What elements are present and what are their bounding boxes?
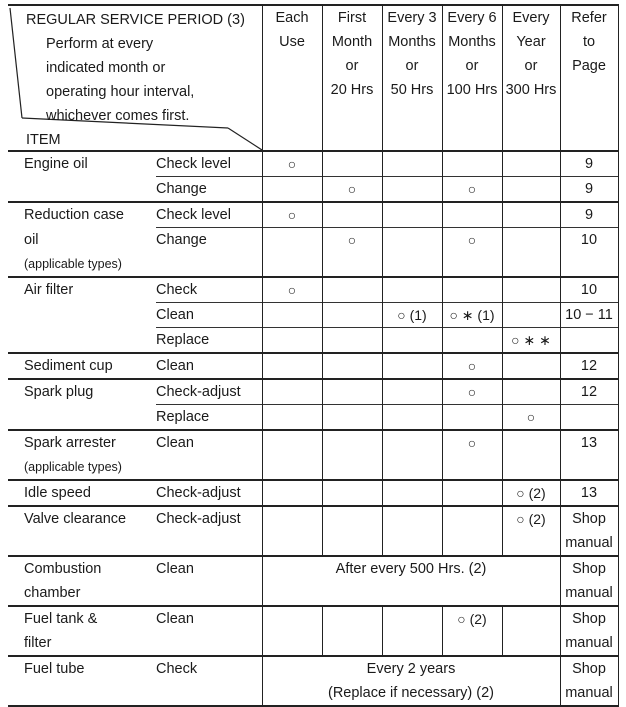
operation-cell: Clean xyxy=(156,302,262,327)
page-cell: 9 xyxy=(560,177,618,203)
interval-cell xyxy=(262,379,322,405)
interval-cell: ○ xyxy=(262,202,322,228)
interval-cell xyxy=(322,327,382,353)
interval-cell xyxy=(262,480,322,506)
operation-cell xyxy=(156,531,262,556)
item-cell xyxy=(8,327,156,353)
interval-cell xyxy=(262,228,322,277)
page-cell: manual xyxy=(560,531,618,556)
interval-cell xyxy=(382,531,442,556)
page-cell xyxy=(560,404,618,430)
interval-cell: ○ xyxy=(442,353,502,379)
interval-cell xyxy=(502,430,560,480)
item-cell: Engine oil xyxy=(8,151,156,177)
interval-cell: ○ xyxy=(262,151,322,177)
interval-cell xyxy=(262,353,322,379)
interval-cell xyxy=(262,606,322,631)
item-cell: Idle speed xyxy=(8,480,156,506)
table-row xyxy=(8,228,618,252)
operation-cell: Check level xyxy=(156,202,262,228)
page-cell: Shop xyxy=(560,656,618,681)
item-cell xyxy=(8,302,156,327)
operation-cell: Check-adjust xyxy=(156,480,262,506)
item-cell: Combustion xyxy=(8,556,156,581)
period-line: Perform at every xyxy=(46,36,154,52)
table-row xyxy=(8,606,618,631)
interval-cell xyxy=(442,531,502,556)
interval-cell xyxy=(382,277,442,303)
interval-cell xyxy=(442,480,502,506)
interval-cell xyxy=(382,631,442,656)
interval-cell xyxy=(322,353,382,379)
table-row xyxy=(8,681,618,706)
interval-cell xyxy=(382,606,442,631)
operation-cell xyxy=(156,631,262,656)
interval-cell xyxy=(322,379,382,405)
item-cell xyxy=(8,177,156,203)
interval-cell xyxy=(262,531,322,556)
interval-cell xyxy=(322,480,382,506)
item-cell xyxy=(8,531,156,556)
interval-cell xyxy=(502,151,560,177)
interval-cell xyxy=(322,404,382,430)
interval-cell xyxy=(262,177,322,203)
item-cell: filter xyxy=(24,634,52,651)
item-note-cell: (applicable types) xyxy=(24,459,122,474)
table-row xyxy=(8,656,618,681)
operation-cell: Clean xyxy=(156,606,262,631)
table-row xyxy=(8,430,618,455)
operation-cell: Check xyxy=(156,277,262,303)
page-cell: Shop xyxy=(560,506,618,531)
interval-span-cell: After every 500 Hrs. (2) xyxy=(262,556,560,606)
item-cell: Air filter xyxy=(8,277,156,303)
interval-cell: ○ ∗ ∗ xyxy=(502,327,560,353)
col-header-every-year: Every Year or 300 Hrs xyxy=(502,5,560,151)
interval-cell xyxy=(442,151,502,177)
interval-cell xyxy=(502,277,560,303)
interval-cell xyxy=(442,631,502,656)
interval-cell xyxy=(262,631,322,656)
page-cell: Shop xyxy=(560,606,618,631)
table-row xyxy=(8,151,618,177)
item-cell: oil xyxy=(24,231,39,248)
col-header-refer-page: Refer to Page xyxy=(560,5,618,151)
table-row xyxy=(8,404,618,430)
table-row xyxy=(8,480,618,506)
table-row xyxy=(8,177,618,203)
operation-cell: Check xyxy=(156,656,262,681)
interval-cell xyxy=(382,480,442,506)
interval-cell: ○ xyxy=(322,177,382,203)
interval-cell xyxy=(382,404,442,430)
item-cell: chamber xyxy=(24,584,81,601)
table-row xyxy=(8,506,618,531)
table-row xyxy=(8,631,618,656)
interval-cell: ○ (1) xyxy=(382,302,442,327)
interval-cell xyxy=(502,379,560,405)
table-row xyxy=(8,379,618,405)
interval-cell xyxy=(502,353,560,379)
col-header-first-month: First Month or 20 Hrs xyxy=(322,5,382,151)
interval-cell xyxy=(502,177,560,203)
interval-cell: ○ xyxy=(502,404,560,430)
interval-cell xyxy=(382,506,442,531)
interval-cell xyxy=(382,202,442,228)
page-cell: Shop xyxy=(560,556,618,581)
page-cell: 10 − 11 xyxy=(560,302,618,327)
interval-cell: ○ xyxy=(442,177,502,203)
operation-cell: Check-adjust xyxy=(156,379,262,405)
maintenance-schedule-sheet xyxy=(8,4,618,701)
interval-cell xyxy=(442,202,502,228)
operation-cell: Replace xyxy=(156,404,262,430)
interval-cell xyxy=(262,404,322,430)
interval-cell xyxy=(382,327,442,353)
interval-cell xyxy=(502,228,560,277)
interval-cell xyxy=(322,631,382,656)
interval-cell xyxy=(382,430,442,480)
page-cell: 10 xyxy=(560,277,618,303)
table-row xyxy=(8,302,618,327)
item-cell xyxy=(8,681,156,706)
col-header-each-use: Each Use xyxy=(262,5,322,151)
page-cell: manual xyxy=(560,681,618,706)
interval-cell: ○ xyxy=(262,277,322,303)
table-row xyxy=(8,353,618,379)
page-cell: 12 xyxy=(560,379,618,405)
interval-cell xyxy=(322,277,382,303)
interval-cell: ○ (2) xyxy=(502,480,560,506)
period-header-cell xyxy=(8,5,262,151)
interval-cell xyxy=(502,202,560,228)
interval-cell xyxy=(322,302,382,327)
period-line: whichever comes first. xyxy=(46,108,190,124)
interval-cell xyxy=(322,506,382,531)
interval-cell xyxy=(262,506,322,531)
table-row xyxy=(8,556,618,581)
interval-cell xyxy=(322,151,382,177)
interval-cell: ○ xyxy=(442,430,502,480)
col-header-every-6-months: Every 6 Months or 100 Hrs xyxy=(442,5,502,151)
interval-cell: ○ xyxy=(442,228,502,277)
page-cell: 9 xyxy=(560,151,618,177)
period-line: operating hour interval, xyxy=(46,84,195,100)
interval-cell xyxy=(502,302,560,327)
interval-cell xyxy=(442,327,502,353)
interval-cell: ○ (2) xyxy=(442,606,502,631)
item-cell xyxy=(8,404,156,430)
interval-cell xyxy=(442,404,502,430)
interval-cell xyxy=(322,202,382,228)
item-cell: Valve clearance xyxy=(8,506,156,531)
item-cell: Fuel tube xyxy=(8,656,156,681)
interval-cell xyxy=(382,228,442,277)
item-cell: Sediment cup xyxy=(8,353,156,379)
item-cell: Reduction case xyxy=(8,202,156,228)
operation-cell: Clean xyxy=(156,556,262,581)
interval-cell xyxy=(442,277,502,303)
page-cell: 9 xyxy=(560,202,618,228)
interval-cell xyxy=(502,531,560,556)
interval-cell: ○ ∗ (1) xyxy=(442,302,502,327)
interval-cell xyxy=(322,606,382,631)
operation-cell: Clean xyxy=(156,353,262,379)
interval-cell xyxy=(322,430,382,480)
period-line: indicated month or xyxy=(46,60,166,76)
operation-cell: Check level xyxy=(156,151,262,177)
operation-cell: Change xyxy=(156,177,262,203)
item-cell: Fuel tank & xyxy=(8,606,156,631)
item-cell: Spark arrester xyxy=(8,430,156,455)
interval-cell xyxy=(442,506,502,531)
table-row xyxy=(8,277,618,303)
interval-cell xyxy=(382,353,442,379)
operation-cell: Change xyxy=(156,228,262,277)
interval-cell: ○ xyxy=(442,379,502,405)
operation-cell: Clean xyxy=(156,430,262,480)
page-cell: 12 xyxy=(560,353,618,379)
page-cell: 13 xyxy=(560,480,618,506)
operation-cell xyxy=(156,681,262,706)
interval-cell xyxy=(382,151,442,177)
operation-cell xyxy=(156,581,262,606)
table-row xyxy=(8,531,618,556)
interval-cell xyxy=(382,379,442,405)
table-row xyxy=(8,202,618,228)
table-row xyxy=(8,327,618,353)
period-title: REGULAR SERVICE PERIOD (3) xyxy=(26,12,245,28)
operation-cell: Replace xyxy=(156,327,262,353)
interval-cell xyxy=(502,631,560,656)
interval-cell xyxy=(262,430,322,480)
interval-cell xyxy=(382,177,442,203)
item-note-cell: (applicable types) xyxy=(24,256,122,271)
maintenance-schedule-table xyxy=(8,4,619,707)
page-cell: 10 xyxy=(560,228,618,277)
interval-cell: ○ xyxy=(322,228,382,277)
item-cell: Spark plug xyxy=(8,379,156,405)
interval-span-cell: (Replace if necessary) (2) xyxy=(262,681,560,706)
header-row xyxy=(8,5,618,151)
operation-cell: Check-adjust xyxy=(156,506,262,531)
interval-cell xyxy=(322,531,382,556)
interval-cell: ○ (2) xyxy=(502,506,560,531)
page-cell xyxy=(560,327,618,353)
interval-cell xyxy=(262,327,322,353)
col-header-every-3-months: Every 3 Months or 50 Hrs xyxy=(382,5,442,151)
page-cell: 13 xyxy=(560,430,618,480)
page-cell: manual xyxy=(560,631,618,656)
page-cell: manual xyxy=(560,581,618,606)
interval-span-cell: Every 2 years xyxy=(262,656,560,681)
interval-cell xyxy=(262,302,322,327)
item-header-label: ITEM xyxy=(26,132,61,148)
interval-cell xyxy=(502,606,560,631)
